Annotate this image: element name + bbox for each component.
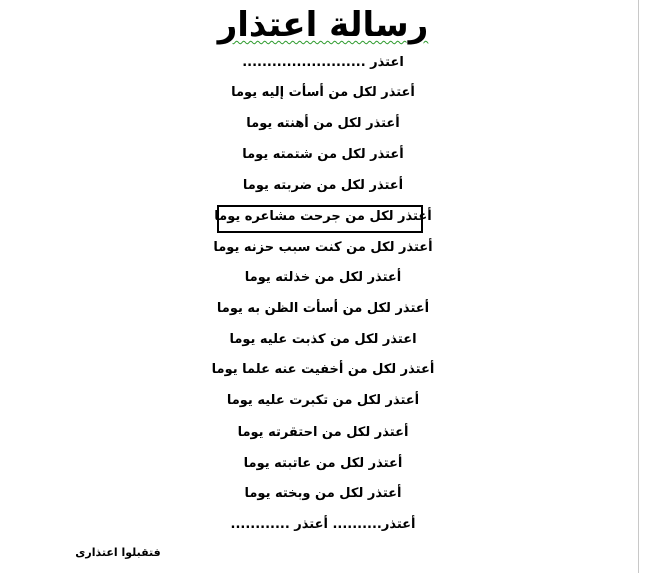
closing-line: فتقبلوا اعتذارى — [75, 546, 161, 559]
apology-line: أعتذر لكل من كنت سبب حزنه يوما — [213, 240, 433, 255]
apology-line: أعتذر لكل من وبخته يوما — [244, 486, 402, 501]
apology-line: أعتذر لكل من ضربته يوما — [242, 178, 404, 193]
apology-line: أعتذر لكل من احتقرته يوما — [237, 425, 409, 440]
apology-line: أعتذر لكل من عاتبته يوما — [243, 456, 403, 471]
document-title-text: رسالة اعتذار — [217, 5, 429, 45]
apology-line-intro: اعتذر ......................... — [242, 55, 404, 70]
apology-line: أعتذر لكل من أهنته يوما — [246, 116, 400, 131]
apology-line: أعتذر لكل من تكبرت عليه يوما — [226, 393, 420, 408]
apology-line: أعتذر لكل من خذلته يوما — [244, 270, 402, 285]
apology-line-final: أعتذر.......... أعتذر ............ — [230, 517, 416, 532]
apology-line: اعتذر لكل من كذبت عليه يوما — [229, 332, 417, 347]
document-title — [0, 4, 646, 46]
apology-line: أعتذر لكل من أسأت الظن به يوما — [216, 301, 430, 316]
apology-line-highlighted: أعتذر لكل من جرحت مشاعره يوما — [214, 209, 432, 224]
apology-line: أعتذر لكل من أسأت إليه يوما — [231, 85, 415, 100]
apology-line: أعتذر لكل من شتمته يوما — [242, 147, 404, 162]
apology-line: أعتذر لكل من أخفيت عنه علما يوما — [211, 362, 435, 377]
